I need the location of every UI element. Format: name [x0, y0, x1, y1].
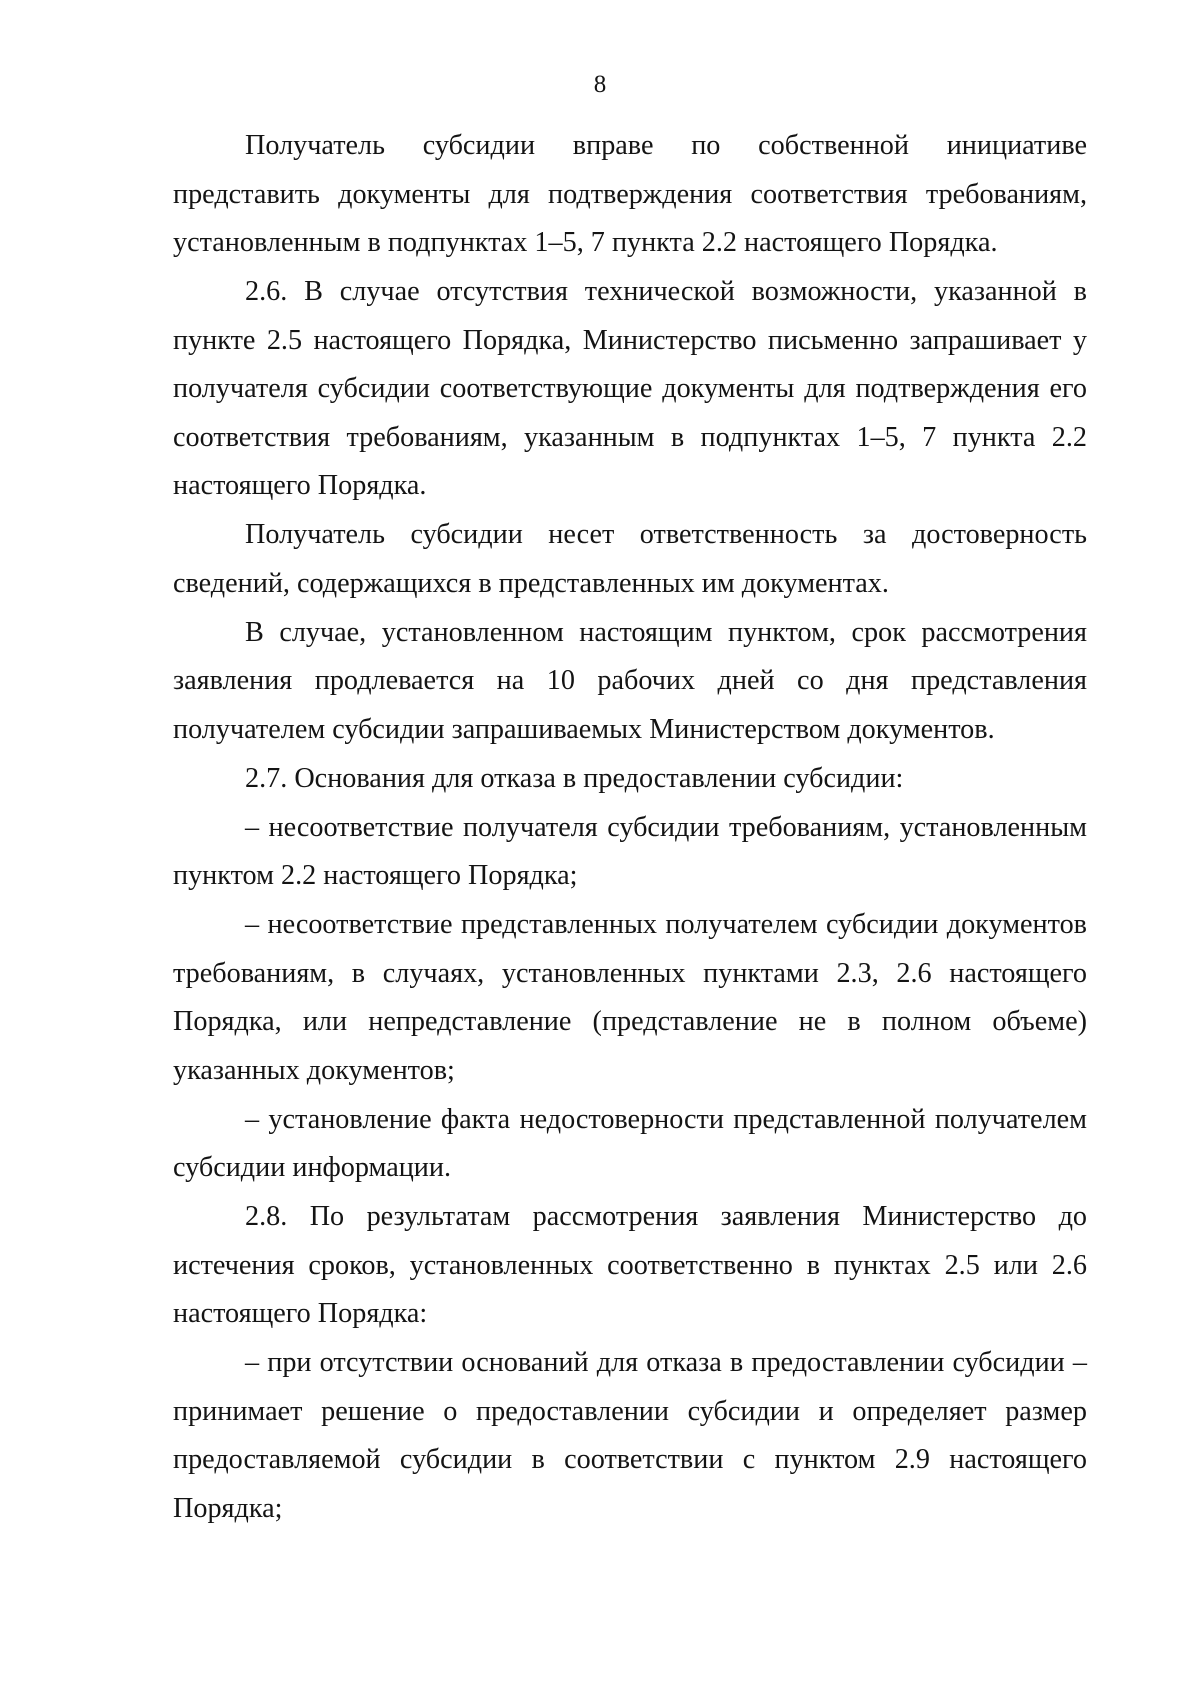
paragraph-review-extension: В случае, установленном настоящим пунктом, срок рассмотрения заявления продлевается на 10 рабочих дней со дня представления получателем субсидии запрашиваемых Министерством документов.: [173, 616, 1087, 745]
paragraph-2-7: 2.7. Основания для отказа в предоставлении субсидии:: [245, 762, 904, 794]
paragraph-2-8: 2.8. По результатам рассмотрения заявления Министерство до истечения сроков, установленных соответственно в пунктах 2.5 или 2.6 настоящего Порядка:: [173, 1201, 1087, 1329]
page-number: 8: [593, 71, 607, 98]
list-item-noncompliance-documents: – несоответствие представленных получателем субсидии документов требованиям, в случаях, установленных пунктами 2.3, 2.6 настоящего Порядка, или непредставление (представление не в полном объеме) указанных документов;: [173, 909, 1087, 1086]
list-item-decision-grant: – при отсутствии оснований для отказа в предоставлении субсидии – принимает решение о предоставлении субсидии и определяет размер предоставляемой субсидии в соответствии с пунктом 2.9 настоящего Порядка;: [173, 1347, 1087, 1524]
paragraph-recipient-responsibility: Получатель субсидии несет ответственность за достоверность сведений, содержащихся в представленных им документах.: [173, 519, 1087, 599]
paragraph-recipient-initiative: Получатель субсидии вправе по собственной инициативе представить документы для подтверждения соответствия требованиям, установленным в подпунктах 1–5, 7 пункта 2.2 настоящего Порядка.: [173, 130, 1087, 258]
list-item-false-information: – установление факта недостоверности представленной получателем субсидии информации.: [173, 1103, 1087, 1183]
paragraph-2-6: 2.6. В случае отсутствия технической возможности, указанной в пункте 2.5 настоящего Порядка, Министерство письменно запрашивает у получателя субсидии соответствующие документы для подтверждения его соответствия требованиям, указанным в подпунктах 1–5, 7 пункта 2.2 настоящего Порядка.: [173, 276, 1087, 501]
document-body: [173, 122, 1087, 1533]
list-item-noncompliance-requirements: – несоответствие получателя субсидии требованиям, установленным пунктом 2.2 настоящего Порядка;: [173, 811, 1087, 891]
